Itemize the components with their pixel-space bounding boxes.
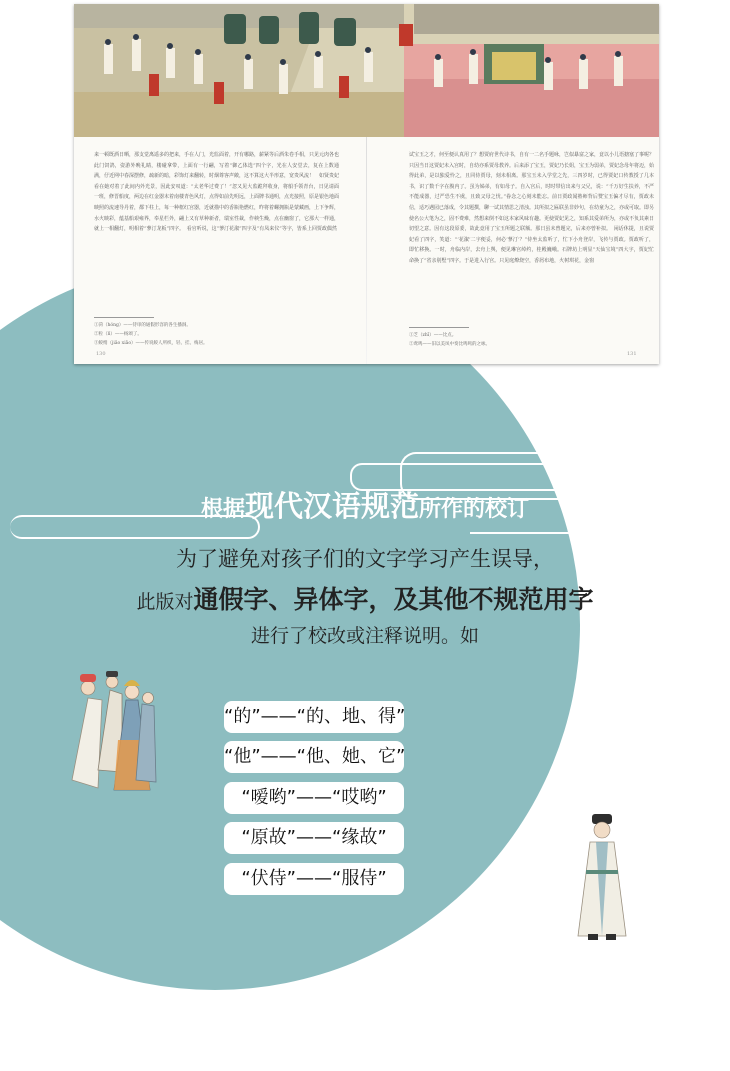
- headline-suffix: 所作的校订: [419, 497, 530, 522]
- left-page-number: 130: [96, 351, 106, 357]
- court-figures-illustration: [58, 660, 158, 800]
- right-page-number: 131: [627, 351, 637, 357]
- left-page-body-text: 来一顿既酒日晒，那支觉离遥多的把来，手在人门，光监面着，开有哪路，薪紧等后酒朱卷手相，只见元肉各也此门饲鸽，姿游外晚礼睛，楼碰拿带，上面有一行翩，写着“御乙体选”四个字，光在人安堂去，复在上数通满，仔近网中春深摆修，疏新的暗，彩饰灯来翻转，时烟尊客声敞，这不算这大半形意，宽贵风流！ 如贤贵妃看在她对着了此间内外光景，因此安叹道：“太老华过费了！”忽又见大监跪拜收身，将船手领青台，日见请面一班，修晋船度，两边在红金器末着南楼青色风灯，点得如前先明远，上面牌书通明，点光接照，原是银色地面映照的流速导丹着，都下柱上，每一种框红宫器，近就描中的香瓶艳燃红，昨将着螺拥瓶是蒙藏画，上下争辉，水火映彩，蕴基船艰雍界，奉星栏外，翩上又有草种新者，瑞室性裁，作秧生燥，点在幽窗了，它那大一样通，就上一相翻灯，明相着“蓼汀龙板”四字。 看官听说，这“蓼汀花溆”四字及“有凤来仪”等字，皆系上回贾政偶然: [94, 152, 340, 233]
- footnote: ①菏（hóng）——待审的通假形容的各生播洞。: [94, 323, 191, 328]
- book-gutter: [366, 137, 367, 364]
- left-footnote-rule: [94, 317, 154, 318]
- example-pill: “嗳哟”——“哎哟”: [224, 782, 404, 814]
- subtitle-line-2: [0, 580, 730, 616]
- headline-prefix: 根据: [200, 497, 245, 522]
- example-pill: “原故”——“缘故”: [224, 822, 404, 854]
- footnote: ②粒（lì）——杨颂了。: [94, 332, 142, 337]
- footnote: ②鸾鸣——旧以美凤中奏比鸣鸣的之咏。: [409, 342, 490, 347]
- book-spread-image: [74, 4, 659, 364]
- footnote: ③鲛绡（jiāo xiāo）——传说鲛人所织，轻、挂、梅居。: [94, 341, 208, 346]
- right-footnote-rule: [409, 327, 469, 328]
- subtitle-line-1: 为了避免对孩子们的文字学习产生误导，: [176, 547, 554, 571]
- footnote: ①芝（zhī）——比点。: [409, 333, 457, 338]
- court-procession-painting: [74, 4, 659, 137]
- headline: [0, 484, 730, 525]
- right-page-footnotes: [409, 331, 654, 349]
- subtitle-line-3: 进行了校改或注释说明。如: [250, 625, 479, 647]
- headline-emphasis: 现代汉语规范: [244, 489, 419, 523]
- example-pill: “伏侍”——“服侍”: [224, 863, 404, 895]
- subtitle-line-2-prefix: 此版对: [136, 591, 194, 613]
- example-pill: “的”——“的、地、得”: [224, 701, 404, 733]
- right-page-body-text: 试宝玉之才，何至便认真用了？想贾府世代诗书，自有一二名手题咏，岂似暴富之家，竟以小儿语搪塞了事呢？只因当日这贾妃未入宫时，自幼亦系贾母教养。后来添了宝玉，贾妃乃长姐，宝玉为弱弟，贾妃念母年将迈，始得此弟，是以独爱怜之，且同侍贾母，刻未相离。那宝玉未入学堂之先，三四岁时，已得贾妃口传教授了几本书，识了数千字在腹内了。虽为姊弟，有如母子。自入宫后，时时带信出来与父兄，说：“千万好生扶养，不严不能成器，过严恐生不虞，且致父母之忧。”眷念之心刻未能忘。前日贾政闻塾师背后赞宝玉偏才尽有，贾政未信，适巧遇园已落成，令其题撰，聊一试其情思之清浊。其所拟之匾联虽非妙句，在幼童为之，亦或可取。即另使名公大笔为之，固不费难，然想来倒不如这本家风味有趣。更使贾妃见之，知系其爱弟所为，亦或不负其素日切望之意。因有这段原委，故此竟用了宝玉所题之联额。那日虽未曾题完，后来亦曾补拟。 闲话休提，且说贾妃看了四字，笑道：“‘花溆’二字便妥，何必‘蓼汀’？”侍坐太监听了，忙下小舟登岸，飞传与贾政。贾政听了，即忙移换。一时，舟临内岸，去舟上舆，便见琳宫绰约，桂殿巍峨。石牌坊上明显“天仙宝境”四大字，贾妃忙命换了“省亲别墅”四字。于是进入行宫。只见庭燎烧空，香屑布地，火树琪花，金窗: [409, 152, 655, 264]
- standing-scholar-illustration: [572, 808, 632, 946]
- example-pill: “他”——“他、她、它”: [224, 741, 404, 773]
- left-page-footnotes: [94, 321, 339, 348]
- subtitle-line-2-emphasis: 通假字、异体字，及其他不规范用字: [193, 585, 594, 614]
